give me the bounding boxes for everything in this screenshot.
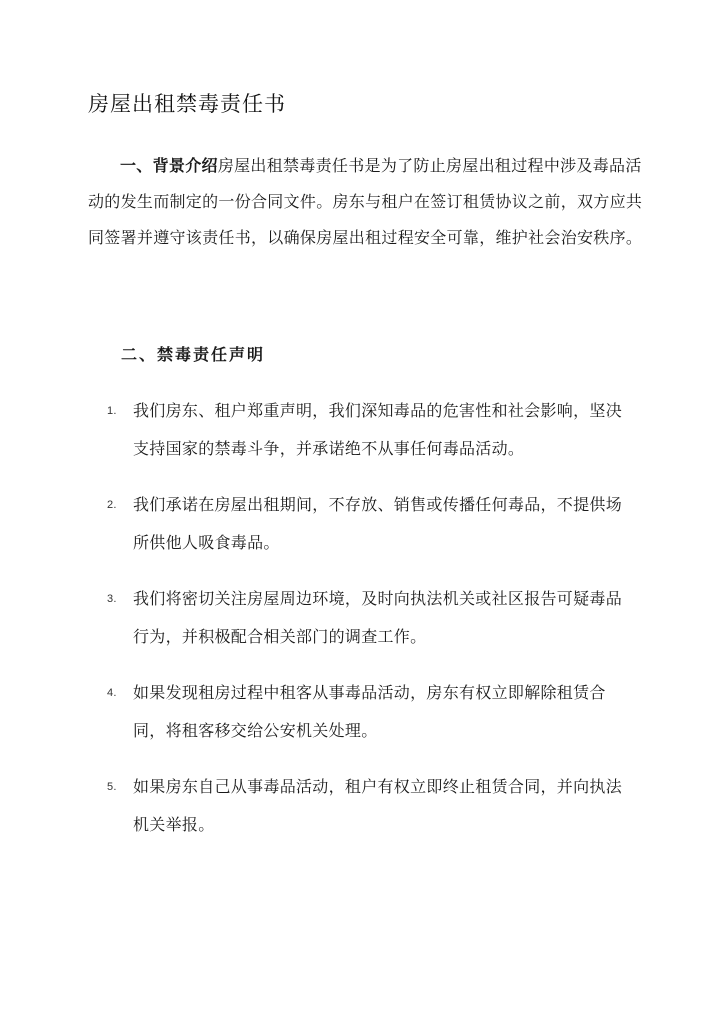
list-item-number: 5. [107, 781, 117, 793]
list-item-text: 我们房东、租户郑重声明，我们深知毒品的危害性和社会影响，坚决支持国家的禁毒斗争，并承诺绝不从事任何毒品活动。 [133, 401, 623, 458]
list-item-number: 2. [107, 499, 117, 511]
list-item-number: 4. [107, 687, 117, 699]
list-item [107, 486, 637, 562]
list-item [107, 392, 637, 468]
intro-paragraph [88, 148, 648, 256]
document-title: 房屋出租禁毒责任书 [88, 92, 286, 116]
list-item-text: 如果房东自己从事毒品活动，租户有权立即终止租赁合同，并向执法机关举报。 [133, 777, 623, 834]
list-item-number: 3. [107, 593, 117, 605]
responsibility-list [107, 392, 637, 862]
section-heading: 二、禁毒责任声明 [121, 345, 266, 364]
list-item-text: 我们承诺在房屋出租期间，不存放、销售或传播任何毒品，不提供场所供他人吸食毒品。 [133, 495, 623, 552]
list-item [107, 674, 637, 750]
list-item-text: 如果发现租房过程中租客从事毒品活动，房东有权立即解除租赁合同，将租客移交给公安机关处理。 [133, 683, 606, 740]
list-item-number: 1. [107, 405, 117, 417]
intro-body: 房屋出租禁毒责任书是为了防止房屋出租过程中涉及毒品活动的发生而制定的一份合同文件。房东与租户在签订租赁协议之前，双方应共同签署并遵守该责任书，以确保房屋出租过程安全可靠，维护社会治安秩序。 [88, 156, 643, 247]
list-item-text: 我们将密切关注房屋周边环境，及时向执法机关或社区报告可疑毒品行为，并积极配合相关部门的调查工作。 [133, 589, 623, 646]
list-item [107, 580, 637, 656]
list-item [107, 768, 637, 844]
intro-heading: 一、背景介绍 [120, 156, 218, 175]
